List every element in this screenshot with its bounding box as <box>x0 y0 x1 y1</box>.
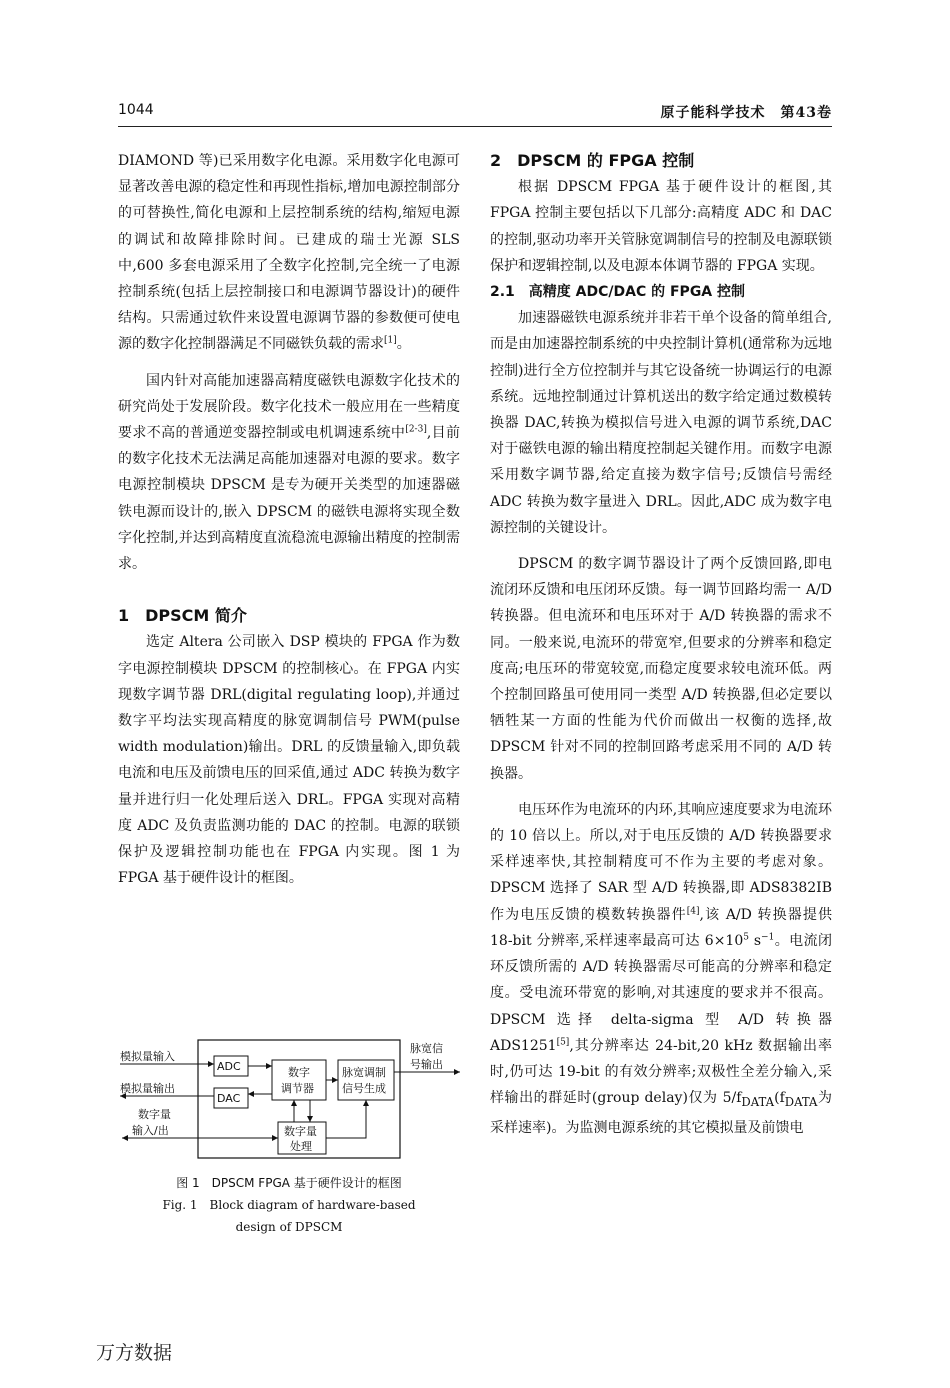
right-column <box>490 148 832 1141</box>
paragraph-2: 国内针对高能加速器高精度磁铁电源数字化技术的研究尚处于发展阶段。数字化技术一般应用在一些精度要求不高的普通逆变器控制或电机调速系统中[2-3],目前的数字化技术无法满足高能加速器对电源的要求。数字电源控制模块 DPSCM 是专为硬开关类型的加速器磁铁电源而设计的,嵌入 DPSCM 的磁铁电源将实现全数字化控制,并达到高精度直流稳流电源输出精度的控制需求。 <box>118 372 461 573</box>
analog-input-label: 模拟量输入 <box>120 1050 175 1063</box>
digital-proc-label-1: 数字量 <box>284 1125 317 1138</box>
header-rule <box>118 126 832 127</box>
analog-output-label: 模拟量输出 <box>120 1082 175 1095</box>
section-2-1-title: 2.1 高精度 ADC/DAC 的 FPGA 控制 <box>490 284 746 301</box>
left-column <box>118 148 460 891</box>
paragraph-6: DPSCM 的数字调节器设计了两个反馈回路,即电流闭环反馈和电压闭环反馈。每一调节回路均需一 A/D 转换器。但电流环和电压环对于 A/D 转换器的需求不同。一般来说,电流环的带宽窄,但要求的分辨率和稳定度高;电压环的带宽较宽,而稳定度要求较电流环低。两个控制回路虽可使用同一类型 A/D 转换器,但必定要以牺牲某一方面的性能为代价而做出一权衡的选择,故 DPSCM 针对不同的控制回路考虑采用不同的 A/D 转换器。 <box>490 556 832 782</box>
paragraph-7: 电压环作为电流环的内环,其响应速度要求为电流环的 10 倍以上。所以,对于电压反馈的 A/D 转换器要求采样速率快,其控制精度可不作为主要的考虑对象。DPSCM 选择了 SAR 型 A/D 转换器,即 ADS8382IB 作为电压反馈的模数转换器件[4],该 A/D 转换器提供 18-bit 分辨率,采样速率最高可达 $6\times 10^5$ $s^{-1}$。电流闭环反馈所需的 A/D 转换器需尽可能高的分辨率和稳定度。受电流环带宽的影响,对其速度的要求并不很高。DPSCM 选择 delta-sigma 型 A/D 转换器 ADS1251[5],其分辨率达 24-bit,20 kHz 数据输出率时,仍可达 19-bit 的有效分辨率;双极性全差分输入,采样输出的群延时(group delay)仅为 $5/f_{DATA}(f_{DATA}$为采样速率)。为监测电源系统的其它模拟量及前馈电 <box>490 801 833 1137</box>
citation-2-3[interactable]: [2-3] <box>405 424 427 435</box>
pwm-gen-label-1: 脉宽调制 <box>342 1066 386 1079</box>
paragraph-4: 根据 DPSCM FPGA 基于硬件设计的框图,其 FPGA 控制主要包括以下几部分:高精度 ADC 和 DAC 的控制,驱动功率开关管脉宽调制信号的控制及电源联锁保护和逻辑控制,以及电源本体调节器的 FPGA 实现。 <box>490 179 832 274</box>
figure-caption-cn: 图 1 DPSCM FPGA 基于硬件设计的框图 <box>176 1176 402 1190</box>
running-header <box>118 102 832 126</box>
adc-label: ADC <box>217 1060 241 1073</box>
watermark: 万方数据 <box>96 1342 173 1364</box>
citation-4[interactable]: [4] <box>686 906 700 917</box>
figure-1-block-diagram <box>118 1038 460 1162</box>
block-diagram-svg <box>118 1038 460 1162</box>
pwm-output-label-2: 号输出 <box>410 1058 443 1071</box>
section-1-title: 1 DPSCM 简介 <box>118 606 247 626</box>
pwm-gen-label-2: 信号生成 <box>342 1082 386 1095</box>
section-2-title: 2 DPSCM 的 FPGA 控制 <box>490 151 695 170</box>
paragraph-3: 选定 Altera 公司嵌入 DSP 模块的 FPGA 作为数字电源控制模块 DPSCM 的控制核心。在 FPGA 内实现数字调节器 DRL(digital regulating loop),并通过数字平均法实现高精度的脉宽调制信号 PWM(pulse width modulation)输出。DRL 的反馈量输入,即负载电流和电压及前馈电压的回采值,通过 ADC 转换为数字量并进行归一化处理后送入 DRL。FPGA 实现对高精度 ADC 及负责监测功能的 DAC 的控制。电源的联锁保护及逻辑控制功能也在 FPGA 内实现。图 1 为 FPGA 基于硬件设计的框图。 <box>118 634 460 887</box>
digital-proc-label-2: 处理 <box>290 1140 312 1153</box>
dac-label: DAC <box>217 1092 241 1105</box>
paragraph-1: DIAMOND 等)已采用数字化电源。采用数字化电源可显著改善电源的稳定性和再现性指标,增加电源控制部分的可替换性,简化电源和上层控制系统的结构,缩短电源的调试和故障排除时间。已建成的瑞士光源 SLS 中,600 多套电源采用了全数字化控制,完全统一了电源控制系统(包括上层控制接口和电源调节器设计)的硬件结构。只需通过软件来设置电源调节器的参数便可使电源的数字化控制器满足不同磁铁负载的需求[1]。 <box>118 153 460 353</box>
page-number: 1044 <box>118 102 154 118</box>
citation-5[interactable]: [5] <box>556 1037 570 1048</box>
digital-io-label-1: 数字量 <box>138 1108 171 1121</box>
digital-io-label-2: 输入/出 <box>132 1124 169 1137</box>
paragraph-5: 加速器磁铁电源系统并非若干单个设备的简单组合,而是由加速器控制系统的中央控制计算机(通常称为远地控制)进行全方位控制并与其它设备统一协调运行的电源系统。远地控制通过计算机送出的数字给定通过数模转换器 DAC,转换为模拟信号进入电源的调节系统,DAC 对于磁铁电源的输出精度控制起关键作用。而数字电源采用数字调节器,给定直接为数字信号;反馈信号需经 ADC 转换为数字量进入 DRL。因此,ADC 成为数字电源控制的关键设计。 <box>490 310 832 536</box>
figure-caption-en: Fig. 1 Block diagram of hardware-based design of DPSCM <box>162 1198 416 1234</box>
regulator-label-1: 数字 <box>288 1066 310 1079</box>
journal-title: 原子能科学技术 第43卷 <box>660 105 832 121</box>
pwm-output-label-1: 脉宽信 <box>410 1042 443 1055</box>
citation-1[interactable]: [1] <box>384 335 397 346</box>
regulator-label-2: 调节器 <box>281 1082 314 1095</box>
